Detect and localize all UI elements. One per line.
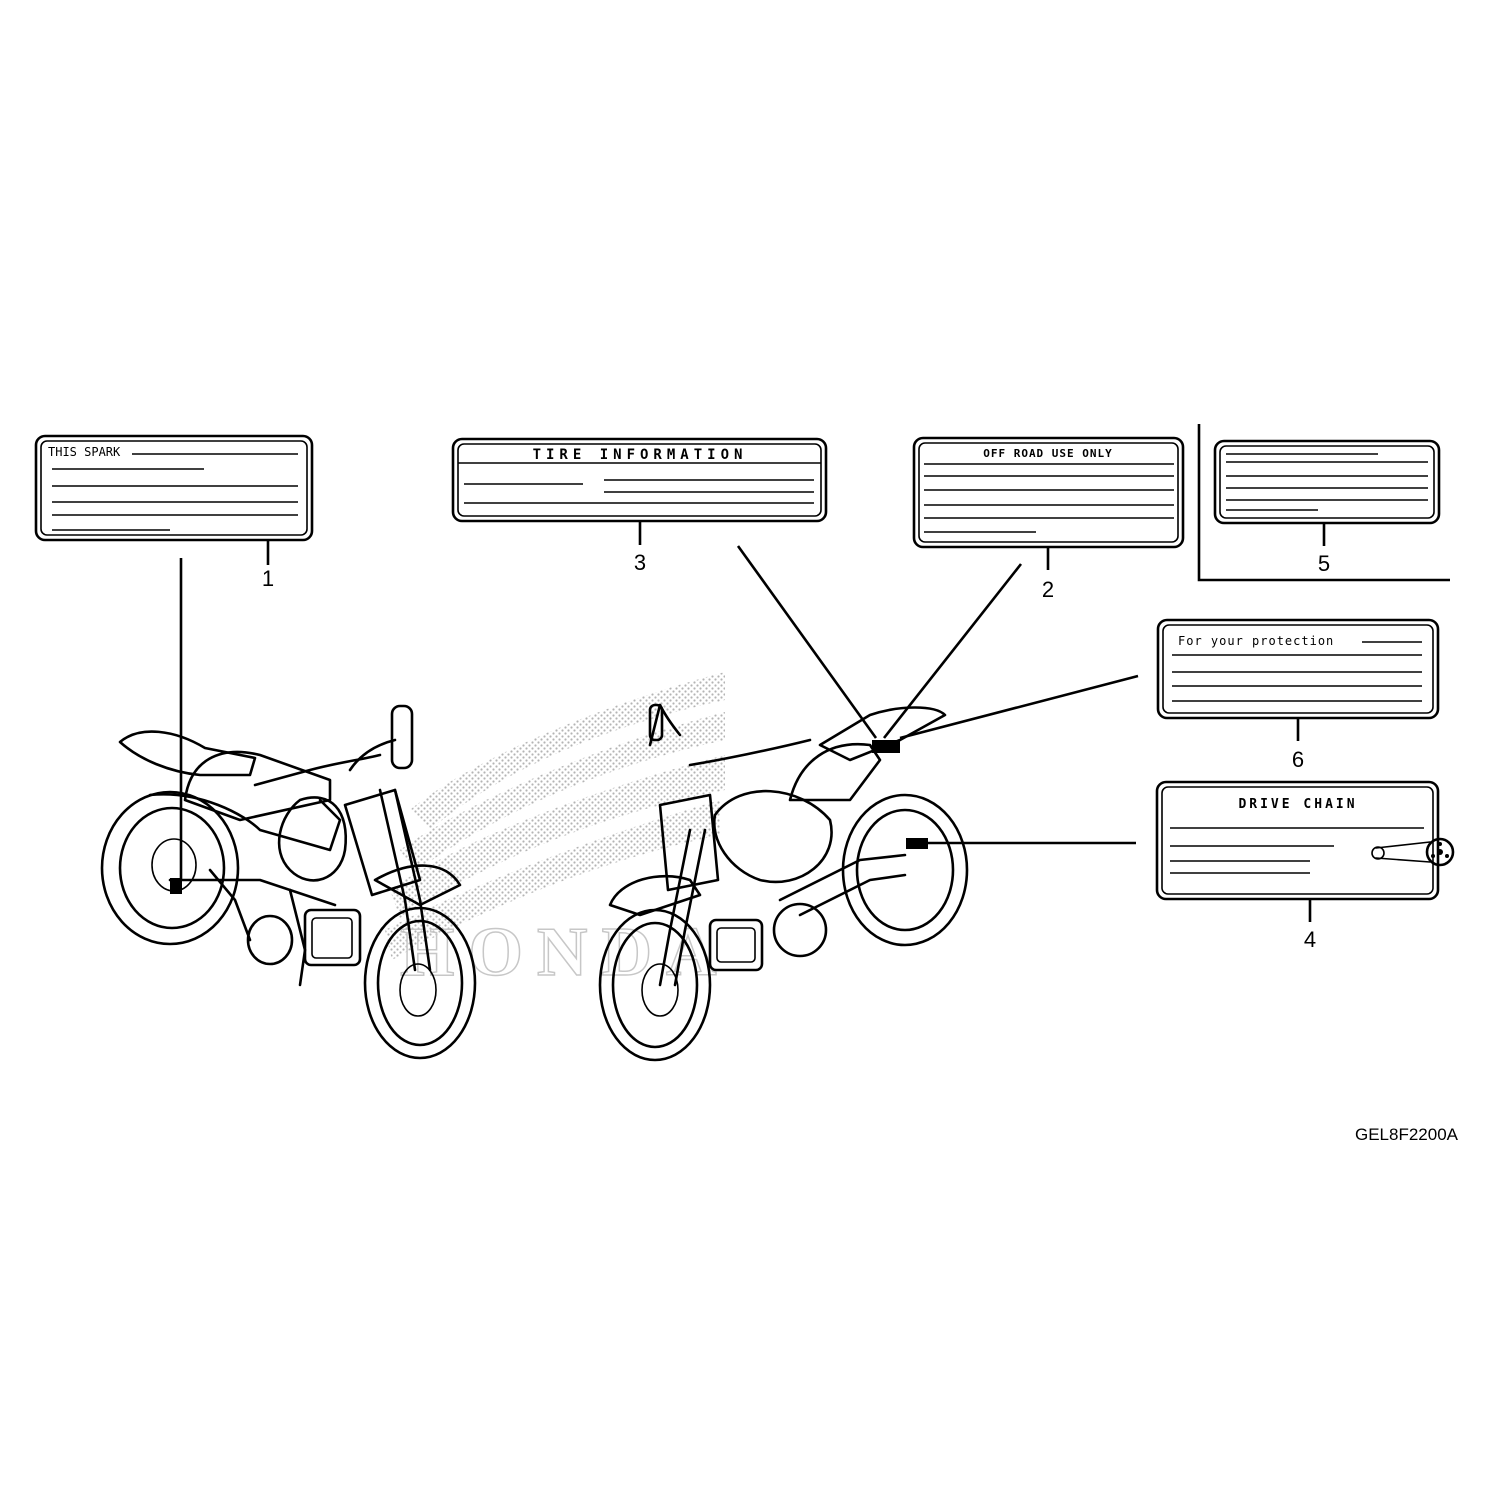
sticker-mark-1 — [170, 878, 182, 894]
label-2-heading: OFF ROAD USE ONLY — [983, 447, 1113, 460]
label-3 — [453, 439, 826, 521]
callout-6: 6 — [1291, 747, 1305, 772]
callout-5: 5 — [1317, 551, 1331, 576]
callout-2: 2 — [1041, 577, 1055, 602]
honda-wordmark: HONDA — [400, 914, 731, 991]
label-1-heading: THIS SPARK — [48, 445, 121, 459]
diagram-code: GEL8F2200A — [1355, 1125, 1459, 1144]
chain-sprocket-icon — [1372, 839, 1453, 865]
callout-4: 4 — [1303, 927, 1317, 952]
label-6 — [1158, 620, 1438, 718]
honda-wing-watermark — [385, 672, 731, 991]
leader-3 — [738, 546, 876, 738]
label-4 — [1157, 782, 1453, 899]
label-4-heading: DRIVE CHAIN — [1238, 797, 1358, 812]
leader-6 — [900, 676, 1138, 738]
sticker-mark-swingarm — [906, 838, 928, 849]
label-1 — [36, 436, 312, 540]
label-6-heading: For your protection — [1178, 634, 1335, 648]
motorcycle-right-view — [600, 705, 967, 1060]
label-3-heading: TIRE INFORMATION — [532, 447, 748, 463]
sticker-mark-fender — [872, 740, 900, 753]
callout-1: 1 — [261, 566, 275, 591]
label-2 — [914, 438, 1183, 547]
label-5 — [1215, 441, 1439, 523]
callout-3: 3 — [633, 550, 647, 575]
